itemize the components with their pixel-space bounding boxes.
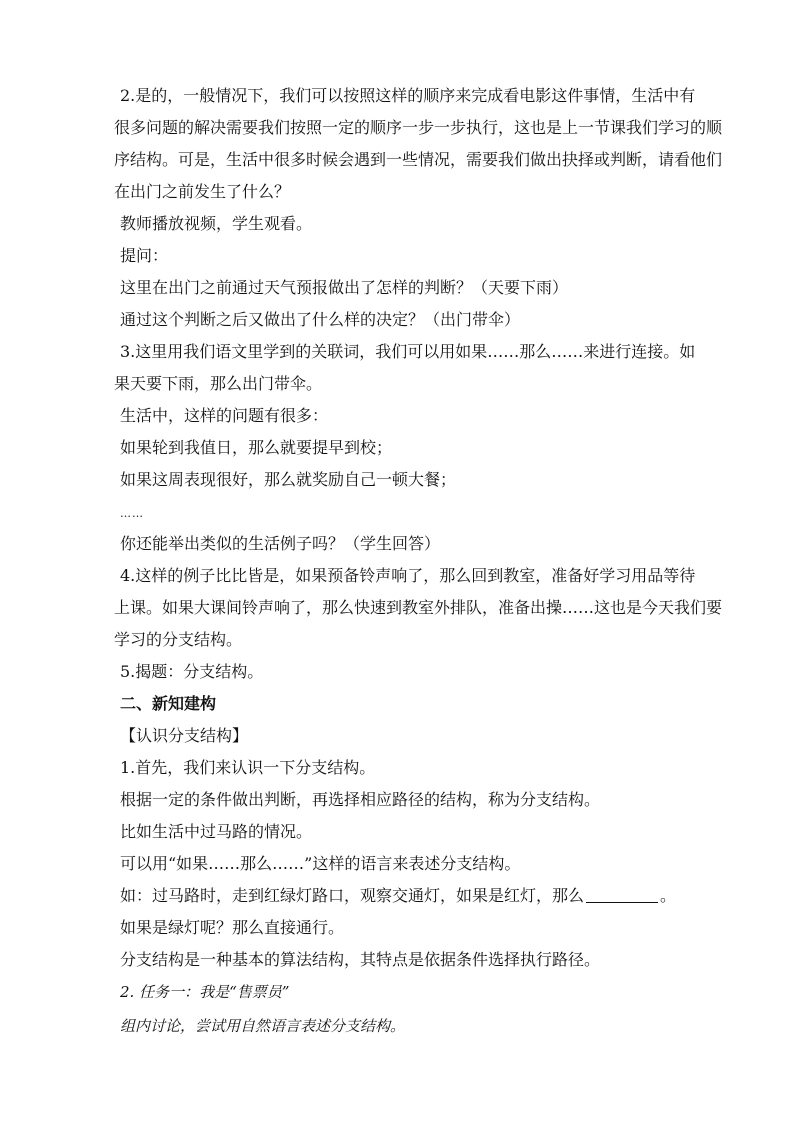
example-crossing-end: 。 — [660, 886, 677, 905]
paragraph-2-line-4: 在出门之前发生了什么？ — [114, 182, 291, 201]
paragraph-2-line-2: 很多问题的解决需要我们按照一定的顺序一步一步执行，这也是上一节课我们学习的顺 — [114, 118, 723, 137]
fill-in-blank — [586, 886, 658, 903]
section-2-heading: 二、新知建构 — [120, 694, 217, 713]
describe-with: 可以用“如果……那么……”这样的语言来表述分支结构。 — [120, 854, 521, 873]
example-1: 如果轮到我值日，那么就要提早到校； — [120, 438, 393, 457]
green-light: 如果是绿灯呢？那么直接通行。 — [120, 918, 345, 937]
subsection-heading: 【认识分支结构】 — [120, 726, 249, 745]
step-1: 1.首先，我们来认识一下分支结构。 — [120, 758, 376, 777]
example-crossing-text: 如：过马路时，走到红绿灯路口，观察交通灯，如果是红灯，那么 — [120, 886, 585, 905]
paragraph-3-line-1: 3.这里用我们语文里学到的关联词，我们可以用如果……那么……来进行连接。如 — [120, 342, 696, 361]
group-discussion: 组内讨论，尝试用自然语言表述分支结构。 — [120, 1017, 406, 1035]
paragraph-4-line-1: 4.这样的例子比比皆是，如果预备铃声响了，那么回到教室，准备好学习用品等待 — [120, 566, 696, 585]
life-intro: 生活中，这样的问题有很多： — [120, 406, 329, 425]
reveal-topic: 5.揭题：分支结构。 — [120, 662, 264, 681]
ask-examples: 你还能举出类似的生活例子吗？（学生回答） — [120, 534, 441, 553]
question-1: 这里在出门之前通过天气预报做出了怎样的判断？（天要下雨） — [120, 278, 569, 297]
question-label: 提问： — [120, 246, 169, 265]
example-crossing — [120, 880, 700, 912]
paragraph-3 — [114, 336, 700, 400]
teacher-video-line: 教师播放视频，学生观看。 — [120, 214, 313, 233]
summary: 分支结构是一种基本的算法结构，其特点是依据条件选择执行路径。 — [120, 950, 601, 969]
example-2: 如果这周表现很好，那么就奖励自己一顿大餐； — [120, 470, 457, 489]
paragraph-4-line-2: 上课。如果大课间铃声响了，那么快速到教室外排队，准备出操……这也是今天我们要 — [114, 598, 723, 617]
paragraph-2-line-1: 2.是的，一般情况下，我们可以按照这样的顺序来完成看电影这件事情，生活中有 — [120, 86, 696, 105]
ellipsis: …… — [120, 507, 144, 520]
task-1: 2. 任务一：我是“售票员” — [120, 983, 290, 1001]
paragraph-2-line-3: 序结构。可是，生活中很多时候会遇到一些情况，需要我们做出抉择或判断，请看他们 — [114, 150, 723, 169]
paragraph-4-line-3: 学习的分支结构。 — [114, 630, 243, 649]
paragraph-4 — [114, 560, 723, 656]
paragraph-3-line-2: 果天要下雨，那么出门带伞。 — [114, 374, 323, 393]
paragraph-2 — [114, 80, 723, 208]
crossing-intro: 比如生活中过马路的情况。 — [120, 822, 313, 841]
question-2: 通过这个判断之后又做出了什么样的决定？（出门带伞） — [120, 310, 521, 329]
definition: 根据一定的条件做出判断，再选择相应路径的结构，称为分支结构。 — [120, 790, 601, 809]
